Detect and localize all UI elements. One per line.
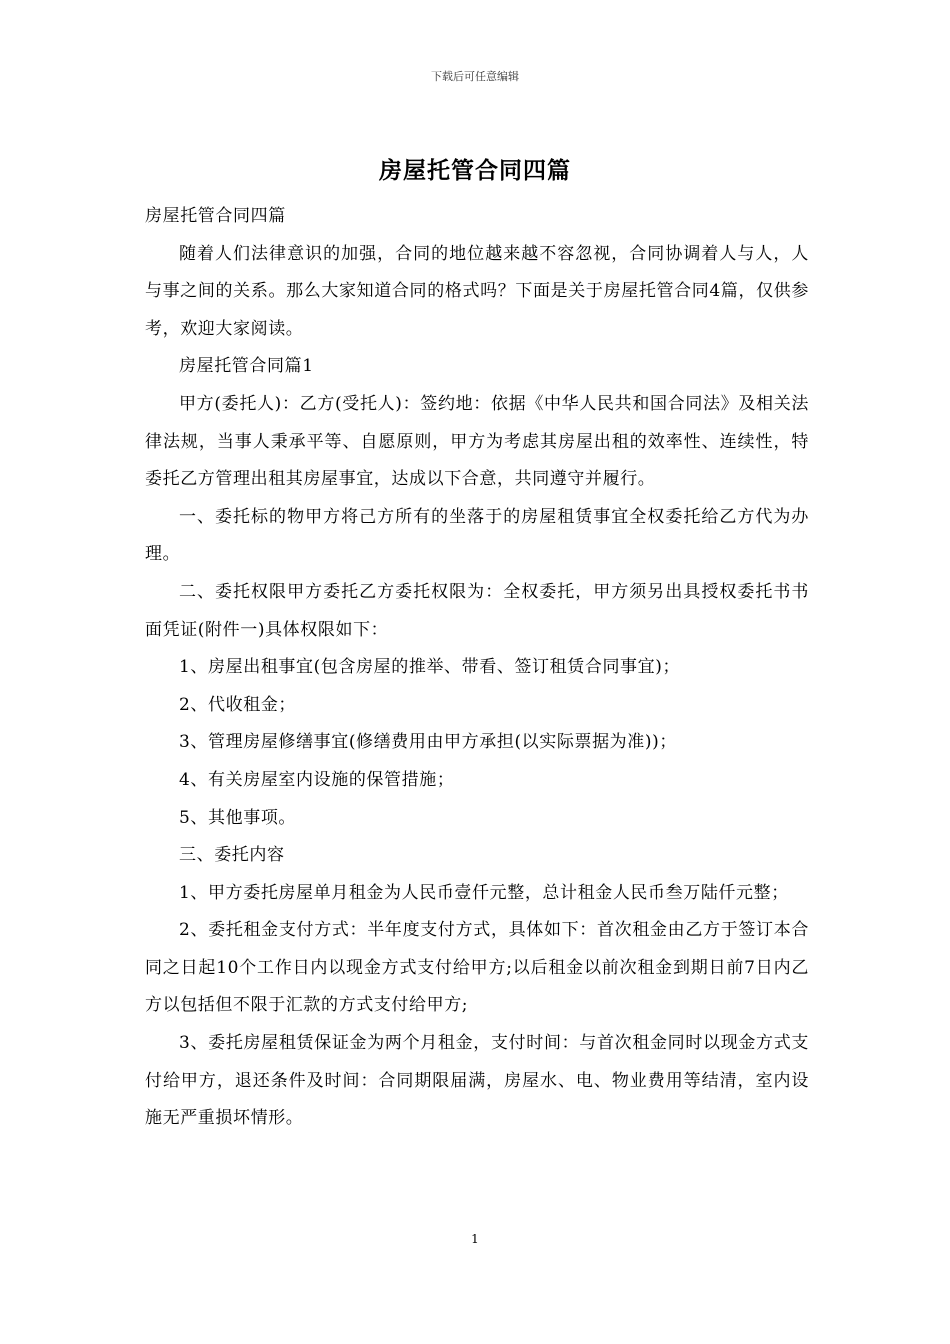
subtitle-paragraph: 房屋托管合同四篇 [145, 206, 286, 226]
header-note: 下载后可任意编辑 [431, 70, 519, 83]
list-item: 4、有关房屋室内设施的保管措施； [179, 769, 455, 790]
document-title: 房屋托管合同四篇 [379, 157, 571, 184]
list-item: 1、房屋出租事宜(包含房屋的推举、带看、签订租赁合同事宜)； [179, 657, 681, 678]
section-heading: 房屋托管合同篇1 [179, 356, 314, 377]
clause-paragraph: 一、委托标的物甲方将己方所有的坐落于的房屋租赁事宜全权委托给乙方代为办理。 [145, 506, 809, 565]
list-item: 5、其他事项。 [179, 807, 297, 828]
list-item: 3、管理房屋修缮事宜(修缮费用由甲方承担(以实际票据为准))； [179, 732, 677, 753]
page-number: 1 [471, 1232, 479, 1246]
document-body [145, 198, 809, 1138]
list-item: 2、代收租金； [179, 694, 297, 715]
list-item: 1、甲方委托房屋单月租金为人民币壹仟元整，总计租金人民币叁万陆仟元整； [179, 882, 789, 903]
clause-paragraph: 二、委托权限甲方委托乙方委托权限为：全权委托，甲方须另出具授权委托书书面凭证(附件一)具体权限如下： [145, 581, 809, 640]
clause-paragraph: 三、委托内容 [179, 845, 285, 866]
body-paragraph: 甲方(委托人)：乙方(受托人)：签约地：依据《中华人民共和国合同法》及相关法律法规，当事人秉承平等、自愿原则，甲方为考虑其房屋出租的效率性、连续性，特委托乙方管理出租其房屋事宜，达成以下合意，共同遵守并履行。 [145, 393, 809, 490]
intro-paragraph: 随着人们法律意识的加强，合同的地位越来越不容忽视，合同协调着人与人，人与事之间的关系。那么大家知道合同的格式吗？下面是关于房屋托管合同4篇，仅供参考，欢迎大家阅读。 [145, 243, 809, 339]
list-item: 2、委托租金支付方式：半年度支付方式，具体如下：首次租金由乙方于签订本合同之日起10个工作日内以现金方式支付给甲方;以后租金以前次租金到期日前7日内乙方以包括但不限于汇款的方式支付给甲方; [145, 920, 809, 1016]
list-item: 3、委托房屋租赁保证金为两个月租金，支付时间：与首次租金同时以现金方式支付给甲方，退还条件及时间：合同期限届满，房屋水、电、物业费用等结清，室内设施无严重损坏情形。 [145, 1033, 809, 1129]
